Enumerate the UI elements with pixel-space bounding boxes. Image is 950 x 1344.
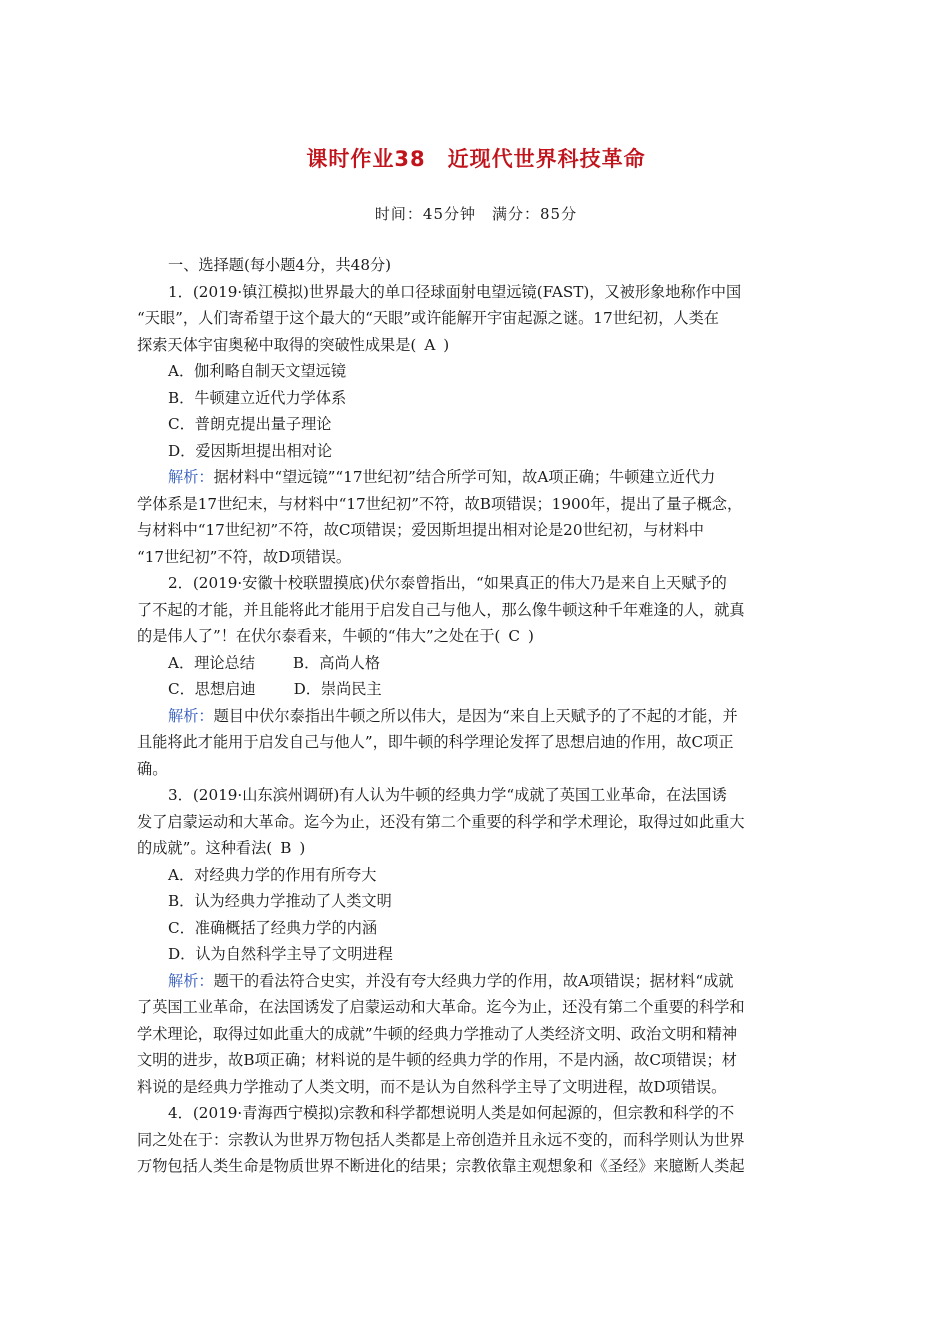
q3-option-a: A．对经典力学的作用有所夸大 [168, 865, 377, 884]
q2-analysis-line-1: 解析：题目中伏尔泰指出牛顿之所以伟大，是因为“来自上天赋予的了不起的才能，并 [168, 706, 738, 725]
q2-stem-line-1: 2．(2019·安徽十校联盟摸底)伏尔泰曾指出，“如果真正的伟大乃是来自上天赋予的 [168, 574, 727, 592]
q1-stem-line-2: “天眼”，人们寄希望于这个最大的“天眼”或许能解开宇宙起源之谜。17世纪初，人类在 [137, 309, 719, 327]
q3-stem-line-3: 的成就”。这种看法( B ) [137, 835, 815, 862]
q2-option-b: B．高尚人格 [292, 653, 381, 672]
analysis-label: 解析： [168, 706, 214, 725]
q2-option-d: D．崇尚民主 [293, 680, 382, 698]
analysis-label: 解析： [168, 971, 214, 990]
q2-analysis-line-3: 确。 [137, 759, 168, 778]
q2-options-row-1 [137, 650, 815, 677]
q3-analysis-line-2: 了英国工业革命，在法国诱发了启蒙运动和大革命。迄今为止，还没有第二个重要的科学和 [137, 998, 745, 1016]
q1-option-a: A．伽利略自制天文望远镜 [168, 362, 347, 380]
q1-stem-line-1: 1．(2019·镇江模拟)世界最大的单口径球面射电望远镜(FAST)，又被形象地称作中国 [168, 282, 742, 301]
q3-analysis-line-4: 文明的进步，故B项正确；材料说的是牛顿的经典力学的作用，不是内涵，故C项错误；材 [137, 1051, 737, 1069]
q3-analysis-line-3: 学术理论，取得过如此重大的成就”牛顿的经典力学推动了人类经济文明、政治文明和精神 [137, 1024, 738, 1043]
q2-stem-line-2: 了不起的才能，并且能将此才能用于启发自己与他人，那么像牛顿这种千年难逢的人，就真 [137, 600, 745, 619]
q1-option-d: D．爱因斯坦提出相对论 [168, 441, 333, 460]
analysis-label: 解析： [168, 468, 214, 486]
q3-answer: B [280, 839, 292, 857]
q2-stem-line-3: 的是伟人了”！在伏尔泰看来，牛顿的“伟大”之处在于( C ) [137, 623, 815, 650]
q2-option-c: C．思想启迪 [168, 680, 256, 698]
q3-analysis-line-5: 料说的是经典力学推动了人类文明，而不是认为自然科学主导了文明进程，故D项错误。 [137, 1077, 727, 1096]
q2-answer: C [508, 627, 520, 645]
q1-analysis-line-3: 与材料中“17世纪初”不符，故C项错误；爱因斯坦提出相对论是20世纪初，与材料中 [137, 521, 704, 539]
q3-option-c: C．准确概括了经典力学的内涵 [168, 918, 378, 937]
q3-option-b: B．认为经典力学推动了人类文明 [168, 892, 392, 910]
section-heading: 一、选择题(每小题4分，共48分) [168, 256, 392, 274]
q1-analysis-line-4: “17世纪初”不符，故D项错误。 [137, 547, 352, 566]
q4-stem-line-2: 同之处在于：宗教认为世界万物包括人类都是上帝创造并且永远不变的，而科学则认为世界 [137, 1130, 745, 1149]
q1-option-b: B．牛顿建立近代力学体系 [168, 388, 347, 407]
q1-stem-line-3: 探索天体宇宙奥秘中取得的突破性成果是( A ) [137, 332, 815, 359]
q1-analysis-line-2: 学体系是17世纪末，与材料中“17世纪初”不符，故B项错误；1900年，提出了量子概念， [137, 494, 743, 513]
q2-analysis-line-2: 且能将此才能用于启发自己与他人”，即牛顿的科学理论发挥了思想启迪的作用，故C项正 [137, 733, 734, 751]
time-score-info: 时间：45分钟 满分：85分 [374, 205, 578, 223]
q3-option-d: D．认为自然科学主导了文明进程 [168, 945, 393, 963]
q3-stem-line-2: 发了启蒙运动和大革命。迄今为止，还没有第二个重要的科学和学术理论，取得过如此重大 [137, 812, 745, 831]
q4-stem-line-3: 万物包括人类生命是物质世界不断进化的结果；宗教依靠主观想象和《圣经》来臆断人类起 [137, 1157, 745, 1175]
document-body [137, 252, 815, 1180]
q1-answer: A [424, 335, 436, 354]
page-title: 课时作业38 近现代世界科技革命 [306, 147, 646, 171]
q2-options-row-2 [137, 676, 815, 703]
q2-option-a: A．理论总结 [168, 653, 255, 672]
q4-stem-line-1: 4．(2019·青海西宁模拟)宗教和科学都想说明人类是如何起源的，但宗教和科学的不 [168, 1104, 735, 1122]
q3-analysis-line-1: 解析：题干的看法符合史实，并没有夸大经典力学的作用，故A项错误；据材料“成就 [168, 971, 734, 990]
q1-option-c: C．普朗克提出量子理论 [168, 415, 332, 433]
q1-analysis-line-1: 解析：据材料中“望远镜”“17世纪初”结合所学可知，故A项正确；牛顿建立近代力 [168, 468, 716, 486]
q3-stem-line-1: 3．(2019·山东滨州调研)有人认为牛顿的经典力学“成就了英国工业革命，在法国诱 [168, 786, 727, 804]
